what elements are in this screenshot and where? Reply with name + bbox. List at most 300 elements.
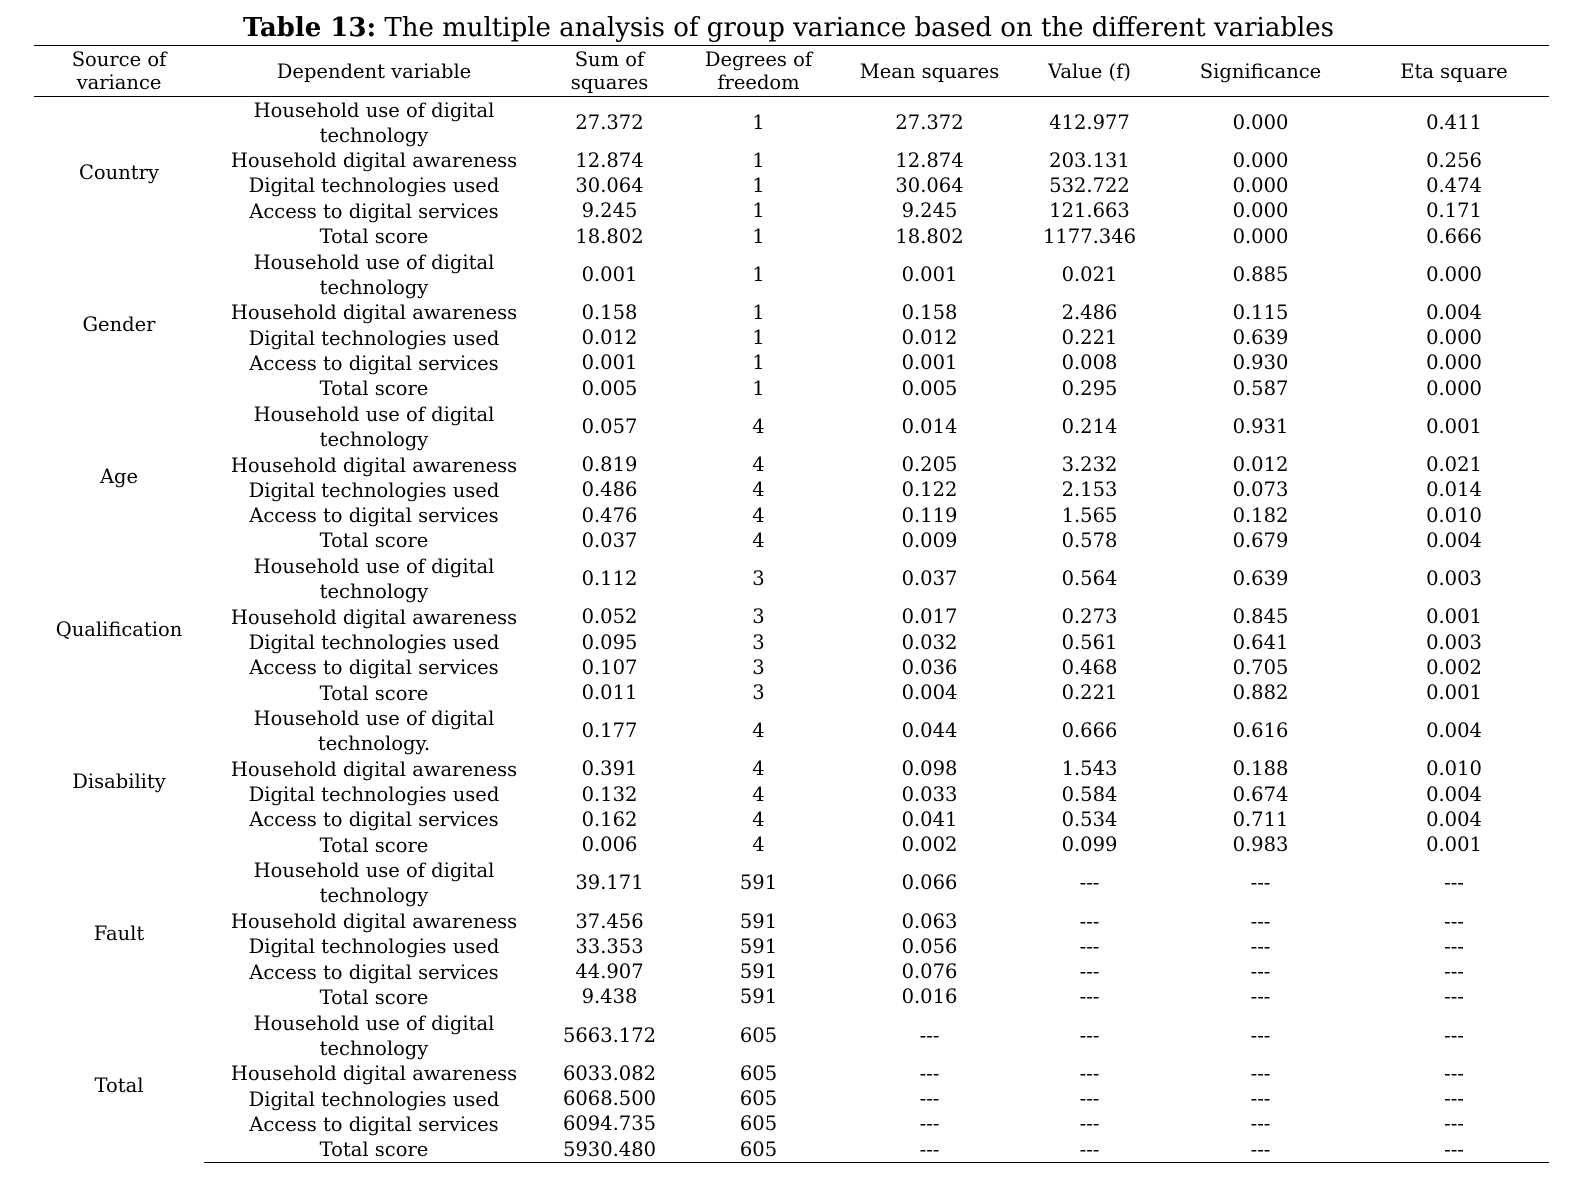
sum-of-squares-cell: 0.112 bbox=[581, 567, 638, 591]
table-caption bbox=[0, 12, 1577, 44]
dependent-variable-cell: Household digital awareness bbox=[230, 1062, 518, 1086]
sum-of-squares-cell: 0.037 bbox=[581, 528, 638, 552]
significance-cell: --- bbox=[1250, 985, 1271, 1009]
degrees-of-freedom-cell: 3 bbox=[752, 605, 765, 629]
mean-squares-cell: 0.041 bbox=[901, 807, 958, 831]
value-f-cell: 0.534 bbox=[1061, 807, 1118, 831]
significance-cell: 0.882 bbox=[1232, 681, 1289, 705]
value-f-cell: 0.564 bbox=[1061, 567, 1118, 591]
sum-of-squares-cell: 5663.172 bbox=[562, 1023, 657, 1047]
table-header bbox=[34, 46, 1549, 97]
degrees-of-freedom-cell: 605 bbox=[675, 1137, 842, 1163]
degrees-of-freedom-cell: 4 bbox=[752, 528, 765, 552]
degrees-of-freedom-cell: 591 bbox=[739, 909, 778, 933]
sum-of-squares-cell: 0.005 bbox=[581, 376, 638, 400]
eta-square-cell: 0.666 bbox=[1426, 224, 1482, 248]
value-f-cell: --- bbox=[1079, 871, 1100, 895]
significance-cell: 0.073 bbox=[1232, 478, 1289, 502]
dependent-variable-cell: Total score bbox=[319, 377, 429, 401]
dependent-variable-cell: Household digital awareness bbox=[230, 301, 518, 325]
eta-square-cell: 0.171 bbox=[1426, 199, 1482, 223]
value-f-cell: 3.232 bbox=[1061, 453, 1118, 477]
table-row bbox=[34, 376, 1549, 401]
significance-cell: --- bbox=[1250, 1112, 1271, 1136]
degrees-of-freedom-cell: 4 bbox=[752, 782, 765, 806]
eta-square-cell: 0.001 bbox=[1426, 833, 1482, 857]
value-f-cell: 1177.346 bbox=[1042, 224, 1137, 248]
mean-squares-cell: 0.098 bbox=[901, 757, 958, 781]
degrees-of-freedom-cell: 1 bbox=[752, 376, 765, 400]
value-f-cell: 121.663 bbox=[1049, 199, 1130, 223]
degrees-of-freedom-cell: 591 bbox=[739, 985, 778, 1009]
source-of-variance-cell: Fault bbox=[93, 922, 145, 946]
significance-cell: 0.931 bbox=[1232, 414, 1289, 438]
source-of-variance-cell: Total bbox=[94, 1074, 144, 1098]
significance-cell: 0.845 bbox=[1232, 605, 1289, 629]
value-f-cell: 0.221 bbox=[1061, 326, 1118, 350]
degrees-of-freedom-cell: 4 bbox=[752, 453, 765, 477]
mean-squares-cell: 0.066 bbox=[901, 871, 958, 895]
dependent-variable-cell: Digital technologies used bbox=[248, 631, 500, 654]
significance-cell: --- bbox=[1250, 934, 1271, 958]
degrees-of-freedom-cell: 3 bbox=[752, 681, 765, 705]
significance-cell: 0.705 bbox=[1232, 655, 1289, 679]
dependent-variable-cell: Total score bbox=[319, 225, 429, 249]
sum-of-squares-cell: 0.006 bbox=[581, 833, 638, 857]
dependent-variable-cell: Household use of digital technology bbox=[253, 1011, 495, 1060]
degrees-of-freedom-cell: 1 bbox=[752, 262, 765, 286]
value-f-cell: 0.561 bbox=[1061, 630, 1118, 654]
mean-squares-cell: 30.064 bbox=[895, 173, 964, 197]
degrees-of-freedom-cell: 605 bbox=[739, 1112, 778, 1136]
sum-of-squares-cell: 37.456 bbox=[575, 909, 644, 933]
header-mean-squares: Mean squares bbox=[842, 46, 1017, 97]
dependent-variable-cell: Access to digital services bbox=[249, 808, 499, 832]
value-f-cell: 2.153 bbox=[1061, 478, 1118, 502]
mean-squares-cell: 0.063 bbox=[901, 909, 958, 933]
dependent-variable-cell: Digital technologies used bbox=[248, 1087, 500, 1111]
mean-squares-cell: 0.014 bbox=[901, 414, 958, 438]
anova-table bbox=[34, 45, 1549, 1163]
eta-square-cell: 0.001 bbox=[1426, 681, 1482, 705]
table-row bbox=[34, 351, 1549, 376]
table-row bbox=[34, 478, 1549, 503]
mean-squares-cell: 0.158 bbox=[901, 300, 958, 324]
eta-square-cell: 0.256 bbox=[1426, 148, 1482, 172]
dependent-variable-cell: Household use of digital technology bbox=[253, 859, 495, 908]
eta-square-cell: 0.004 bbox=[1426, 782, 1482, 806]
table-row bbox=[34, 554, 1549, 605]
eta-square-cell: 0.003 bbox=[1426, 630, 1482, 654]
significance-cell: 0.000 bbox=[1232, 110, 1289, 134]
eta-square-cell: --- bbox=[1444, 985, 1464, 1009]
significance-cell: 0.983 bbox=[1232, 833, 1289, 857]
degrees-of-freedom-cell: 4 bbox=[752, 719, 765, 743]
eta-square-cell: --- bbox=[1444, 1112, 1464, 1136]
table-row bbox=[34, 300, 1549, 325]
dependent-variable-cell: Access to digital services bbox=[249, 656, 499, 680]
dependent-variable-cell: Access to digital services bbox=[249, 504, 499, 528]
eta-square-cell: 0.000 bbox=[1426, 262, 1482, 286]
dependent-variable-cell: Access to digital services bbox=[249, 1112, 499, 1136]
sum-of-squares-cell: 0.001 bbox=[581, 262, 638, 286]
eta-square-cell: --- bbox=[1444, 871, 1464, 895]
sum-of-squares-cell: 6068.500 bbox=[562, 1087, 657, 1111]
dependent-variable-cell: Household digital awareness bbox=[230, 453, 518, 477]
eta-square-cell: 0.411 bbox=[1426, 110, 1482, 134]
eta-square-cell: 0.001 bbox=[1426, 414, 1482, 438]
table-row bbox=[34, 833, 1549, 858]
value-f-cell: --- bbox=[1017, 1137, 1162, 1163]
mean-squares-cell: 0.017 bbox=[901, 605, 958, 629]
eta-square-cell: 0.000 bbox=[1426, 326, 1482, 350]
significance-cell: 0.930 bbox=[1232, 351, 1289, 375]
mean-squares-cell: 0.009 bbox=[901, 528, 958, 552]
value-f-cell: 0.008 bbox=[1061, 351, 1118, 375]
significance-cell: --- bbox=[1162, 1137, 1359, 1163]
table-row bbox=[34, 630, 1549, 655]
eta-square-cell: 0.474 bbox=[1426, 173, 1482, 197]
significance-cell: 0.188 bbox=[1232, 757, 1289, 781]
degrees-of-freedom-cell: 1 bbox=[752, 351, 765, 375]
table-row bbox=[34, 1086, 1549, 1111]
significance-cell: --- bbox=[1250, 1061, 1271, 1085]
source-of-variance-cell: Gender bbox=[82, 313, 156, 337]
mean-squares-cell: 0.005 bbox=[901, 376, 958, 400]
dependent-variable-cell: Household digital awareness bbox=[230, 910, 518, 934]
dependent-variable-cell: Total score bbox=[319, 681, 429, 705]
degrees-of-freedom-cell: 1 bbox=[752, 199, 765, 223]
significance-cell: 0.012 bbox=[1232, 453, 1289, 477]
table-row bbox=[34, 858, 1549, 909]
value-f-cell: --- bbox=[1079, 1112, 1100, 1136]
sum-of-squares-cell: 27.372 bbox=[575, 110, 644, 134]
value-f-cell: 0.666 bbox=[1061, 719, 1118, 743]
eta-square-cell: 0.010 bbox=[1426, 757, 1482, 781]
value-f-cell: 203.131 bbox=[1049, 148, 1130, 172]
significance-cell: 0.641 bbox=[1232, 630, 1289, 654]
significance-cell: 0.711 bbox=[1232, 807, 1289, 831]
mean-squares-cell: 12.874 bbox=[895, 148, 964, 172]
mean-squares-cell: 0.016 bbox=[901, 985, 958, 1009]
degrees-of-freedom-cell: 1 bbox=[752, 173, 765, 197]
dependent-variable-cell: Access to digital services bbox=[249, 960, 499, 984]
dependent-variable-cell: Total score bbox=[319, 985, 429, 1009]
degrees-of-freedom-cell: 591 bbox=[739, 871, 778, 895]
eta-square-cell: 0.002 bbox=[1426, 655, 1482, 679]
table-row bbox=[34, 782, 1549, 807]
value-f-cell: 0.584 bbox=[1061, 782, 1118, 806]
mean-squares-cell: 0.119 bbox=[901, 503, 958, 527]
degrees-of-freedom-cell: 4 bbox=[752, 833, 765, 857]
eta-square-cell: 0.004 bbox=[1426, 528, 1482, 552]
header-eta-square: Eta square bbox=[1359, 46, 1549, 97]
eta-square-cell: 0.014 bbox=[1426, 478, 1482, 502]
mean-squares-cell: 0.036 bbox=[901, 655, 958, 679]
eta-square-cell: 0.004 bbox=[1426, 719, 1482, 743]
table-row bbox=[34, 452, 1549, 477]
eta-square-cell: 0.010 bbox=[1426, 503, 1482, 527]
source-of-variance-cell: Qualification bbox=[55, 617, 183, 641]
value-f-cell: 0.021 bbox=[1061, 262, 1118, 286]
table-caption-label: Table 13: bbox=[242, 13, 377, 43]
value-f-cell: 1.565 bbox=[1061, 503, 1118, 527]
table-row bbox=[34, 934, 1549, 959]
table-body bbox=[34, 97, 1549, 1163]
header-row bbox=[34, 46, 1549, 97]
eta-square-cell: 0.003 bbox=[1426, 567, 1482, 591]
eta-square-cell: --- bbox=[1444, 1023, 1464, 1047]
table-row bbox=[34, 97, 1549, 149]
sum-of-squares-cell: 39.171 bbox=[575, 871, 644, 895]
sum-of-squares-cell: 33.353 bbox=[575, 934, 644, 958]
dependent-variable-cell: Household use of digital technology bbox=[253, 555, 495, 604]
mean-squares-cell: 0.037 bbox=[901, 567, 958, 591]
mean-squares-cell: 9.245 bbox=[901, 199, 958, 223]
value-f-cell: 0.295 bbox=[1061, 376, 1118, 400]
dependent-variable-cell: Household use of digital technology bbox=[253, 98, 495, 147]
table-row bbox=[34, 706, 1549, 757]
eta-square-cell: 0.000 bbox=[1426, 376, 1482, 400]
significance-cell: 0.679 bbox=[1232, 528, 1289, 552]
mean-squares-cell: 0.205 bbox=[901, 453, 958, 477]
table-row bbox=[34, 1061, 1549, 1086]
sum-of-squares-cell: 5930.480 bbox=[544, 1137, 675, 1163]
dependent-variable-cell: Household digital awareness bbox=[230, 149, 518, 173]
degrees-of-freedom-cell: 1 bbox=[752, 110, 765, 134]
value-f-cell: --- bbox=[1079, 1061, 1100, 1085]
degrees-of-freedom-cell: 4 bbox=[752, 478, 765, 502]
degrees-of-freedom-cell: 1 bbox=[752, 148, 765, 172]
eta-square-cell: --- bbox=[1444, 934, 1464, 958]
dependent-variable-cell: Total score bbox=[204, 1137, 544, 1163]
table-row bbox=[34, 1137, 1549, 1163]
value-f-cell: --- bbox=[1079, 909, 1100, 933]
degrees-of-freedom-cell: 605 bbox=[739, 1023, 778, 1047]
significance-cell: 0.639 bbox=[1232, 326, 1289, 350]
degrees-of-freedom-cell: 1 bbox=[752, 326, 765, 350]
mean-squares-cell: 27.372 bbox=[895, 110, 964, 134]
dependent-variable-cell: Household digital awareness bbox=[230, 757, 518, 781]
degrees-of-freedom-cell: 591 bbox=[739, 960, 778, 984]
mean-squares-cell: 0.001 bbox=[901, 262, 958, 286]
dependent-variable-cell: Total score bbox=[319, 529, 429, 553]
significance-cell: 0.639 bbox=[1232, 567, 1289, 591]
table-row bbox=[34, 401, 1549, 452]
value-f-cell: 0.468 bbox=[1061, 655, 1118, 679]
dependent-variable-cell: Access to digital services bbox=[249, 351, 499, 375]
significance-cell: --- bbox=[1250, 909, 1271, 933]
dependent-variable-cell: Digital technologies used bbox=[248, 174, 500, 198]
table-caption-text: The multiple analysis of group variance based on the different variables bbox=[376, 13, 1335, 43]
mean-squares-cell: --- bbox=[919, 1112, 940, 1136]
sum-of-squares-cell: 0.107 bbox=[581, 655, 638, 679]
significance-cell: 0.115 bbox=[1232, 300, 1289, 324]
table-row bbox=[34, 528, 1549, 553]
significance-cell: 0.885 bbox=[1232, 262, 1289, 286]
table-row bbox=[34, 249, 1549, 300]
degrees-of-freedom-cell: 591 bbox=[739, 934, 778, 958]
degrees-of-freedom-cell: 3 bbox=[752, 630, 765, 654]
sum-of-squares-cell: 0.001 bbox=[581, 351, 638, 375]
mean-squares-cell: 0.122 bbox=[901, 478, 958, 502]
sum-of-squares-cell: 0.057 bbox=[581, 414, 638, 438]
table-row bbox=[34, 224, 1549, 249]
table-row bbox=[34, 199, 1549, 224]
mean-squares-cell: 0.032 bbox=[901, 630, 958, 654]
significance-cell: 0.000 bbox=[1232, 199, 1289, 223]
eta-square-cell: 0.004 bbox=[1426, 807, 1482, 831]
table-row bbox=[34, 680, 1549, 705]
value-f-cell: 1.543 bbox=[1061, 757, 1118, 781]
degrees-of-freedom-cell: 4 bbox=[752, 757, 765, 781]
value-f-cell: 412.977 bbox=[1049, 110, 1130, 134]
sum-of-squares-cell: 6033.082 bbox=[562, 1061, 657, 1085]
dependent-variable-cell: Digital technologies used bbox=[248, 935, 500, 959]
mean-squares-cell: 0.004 bbox=[901, 681, 958, 705]
mean-squares-cell: 0.044 bbox=[901, 719, 958, 743]
value-f-cell: --- bbox=[1079, 960, 1100, 984]
value-f-cell: 0.578 bbox=[1061, 528, 1118, 552]
header-source-of-variance: Source of variance bbox=[34, 46, 204, 97]
eta-square-cell: --- bbox=[1444, 1061, 1464, 1085]
value-f-cell: 532.722 bbox=[1049, 173, 1130, 197]
sum-of-squares-cell: 0.819 bbox=[581, 453, 638, 477]
value-f-cell: --- bbox=[1079, 1023, 1100, 1047]
sum-of-squares-cell: 9.245 bbox=[581, 199, 638, 223]
header-degrees-of-freedom: Degrees of freedom bbox=[675, 46, 842, 97]
value-f-cell: 0.273 bbox=[1061, 605, 1118, 629]
table-row bbox=[34, 148, 1549, 173]
sum-of-squares-cell: 6094.735 bbox=[562, 1112, 657, 1136]
degrees-of-freedom-cell: 605 bbox=[739, 1061, 778, 1085]
eta-square-cell: --- bbox=[1444, 960, 1464, 984]
mean-squares-cell: 0.012 bbox=[901, 326, 958, 350]
sum-of-squares-cell: 9.438 bbox=[581, 985, 638, 1009]
value-f-cell: --- bbox=[1079, 934, 1100, 958]
source-of-variance-cell: Disability bbox=[72, 769, 166, 793]
sum-of-squares-cell: 0.132 bbox=[581, 782, 638, 806]
value-f-cell: 0.221 bbox=[1061, 681, 1118, 705]
degrees-of-freedom-cell: 1 bbox=[752, 224, 765, 248]
value-f-cell: 0.214 bbox=[1061, 414, 1118, 438]
mean-squares-cell: 0.056 bbox=[901, 934, 958, 958]
dependent-variable-cell: Total score bbox=[319, 833, 429, 857]
source-of-variance-cell: Age bbox=[99, 465, 139, 489]
significance-cell: 0.616 bbox=[1232, 719, 1289, 743]
table-row bbox=[34, 325, 1549, 350]
table-row bbox=[34, 173, 1549, 198]
eta-square-cell: 0.001 bbox=[1426, 605, 1482, 629]
sum-of-squares-cell: 0.391 bbox=[581, 757, 638, 781]
degrees-of-freedom-cell: 4 bbox=[752, 414, 765, 438]
sum-of-squares-cell: 44.907 bbox=[575, 960, 644, 984]
mean-squares-cell: 0.033 bbox=[901, 782, 958, 806]
table-row bbox=[34, 909, 1549, 934]
sum-of-squares-cell: 0.158 bbox=[581, 300, 638, 324]
mean-squares-cell: 0.076 bbox=[901, 960, 958, 984]
eta-square-cell: --- bbox=[1359, 1137, 1549, 1163]
sum-of-squares-cell: 0.011 bbox=[581, 681, 638, 705]
significance-cell: --- bbox=[1250, 1023, 1271, 1047]
mean-squares-cell: --- bbox=[842, 1137, 1017, 1163]
dependent-variable-cell: Household use of digital technology bbox=[253, 402, 495, 451]
significance-cell: --- bbox=[1250, 871, 1271, 895]
sum-of-squares-cell: 0.177 bbox=[581, 719, 638, 743]
significance-cell: 0.587 bbox=[1232, 376, 1289, 400]
significance-cell: --- bbox=[1250, 960, 1271, 984]
significance-cell: 0.674 bbox=[1232, 782, 1289, 806]
sum-of-squares-cell: 0.012 bbox=[581, 326, 638, 350]
sum-of-squares-cell: 0.162 bbox=[581, 807, 638, 831]
header-value-f: Value (f) bbox=[1017, 46, 1162, 97]
dependent-variable-cell: Household digital awareness bbox=[230, 605, 518, 629]
eta-square-cell: 0.000 bbox=[1426, 351, 1482, 375]
table-row bbox=[34, 1112, 1549, 1137]
significance-cell: 0.000 bbox=[1232, 173, 1289, 197]
header-dependent-variable: Dependent variable bbox=[204, 46, 544, 97]
degrees-of-freedom-cell: 1 bbox=[752, 300, 765, 324]
significance-cell: 0.000 bbox=[1232, 224, 1289, 248]
degrees-of-freedom-cell: 3 bbox=[752, 655, 765, 679]
sum-of-squares-cell: 0.476 bbox=[581, 503, 638, 527]
significance-cell: 0.182 bbox=[1232, 503, 1289, 527]
sum-of-squares-cell: 0.095 bbox=[581, 630, 638, 654]
significance-cell: 0.000 bbox=[1232, 148, 1289, 172]
sum-of-squares-cell: 0.052 bbox=[581, 605, 638, 629]
sum-of-squares-cell: 18.802 bbox=[575, 224, 644, 248]
sum-of-squares-cell: 0.486 bbox=[581, 478, 638, 502]
eta-square-cell: 0.021 bbox=[1426, 453, 1482, 477]
degrees-of-freedom-cell: 4 bbox=[752, 503, 765, 527]
table-row bbox=[34, 605, 1549, 630]
dependent-variable-cell: Household use of digital technology. bbox=[253, 707, 495, 756]
table-row bbox=[34, 655, 1549, 680]
value-f-cell: 0.099 bbox=[1061, 833, 1118, 857]
dependent-variable-cell: Digital technologies used bbox=[248, 326, 500, 350]
degrees-of-freedom-cell: 3 bbox=[752, 567, 765, 591]
degrees-of-freedom-cell: 605 bbox=[739, 1087, 778, 1111]
eta-square-cell: --- bbox=[1444, 909, 1464, 933]
dependent-variable-cell: Digital technologies used bbox=[248, 783, 500, 807]
value-f-cell: 2.486 bbox=[1061, 300, 1118, 324]
source-of-variance-cell: Country bbox=[79, 161, 159, 185]
mean-squares-cell: 0.001 bbox=[901, 351, 958, 375]
eta-square-cell: 0.004 bbox=[1426, 300, 1482, 324]
dependent-variable-cell: Digital technologies used bbox=[248, 478, 500, 502]
table-row bbox=[34, 1010, 1549, 1061]
header-significance: Significance bbox=[1162, 46, 1359, 97]
dependent-variable-cell: Household use of digital technology bbox=[253, 250, 495, 299]
mean-squares-cell: 0.002 bbox=[901, 833, 958, 857]
table-row bbox=[34, 757, 1549, 782]
dependent-variable-cell: Access to digital services bbox=[249, 199, 499, 223]
table-row bbox=[34, 807, 1549, 832]
mean-squares-cell: 18.802 bbox=[895, 224, 964, 248]
table-row bbox=[34, 985, 1549, 1010]
value-f-cell: --- bbox=[1079, 985, 1100, 1009]
significance-cell: --- bbox=[1250, 1087, 1271, 1111]
header-sum-of-squares: Sum of squares bbox=[544, 46, 675, 97]
mean-squares-cell: --- bbox=[919, 1087, 940, 1111]
sum-of-squares-cell: 12.874 bbox=[575, 148, 644, 172]
sum-of-squares-cell: 30.064 bbox=[575, 173, 644, 197]
degrees-of-freedom-cell: 4 bbox=[752, 807, 765, 831]
table-row bbox=[34, 960, 1549, 985]
value-f-cell: --- bbox=[1079, 1087, 1100, 1111]
eta-square-cell: --- bbox=[1444, 1087, 1464, 1111]
table-row bbox=[34, 503, 1549, 528]
